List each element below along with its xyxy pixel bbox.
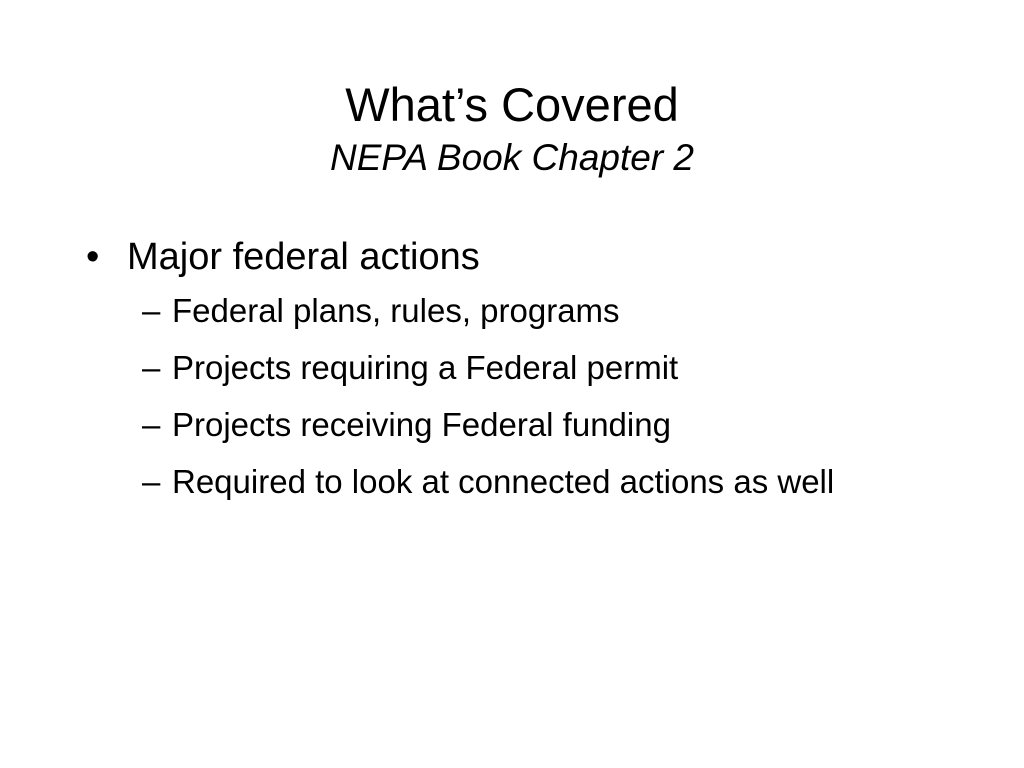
bullet-text: Major federal actions (127, 236, 480, 278)
bullet-item (86, 228, 916, 286)
bullet-marker: • (86, 236, 100, 278)
bullet-list (86, 228, 916, 518)
slide-subtitle: NEPA Book Chapter 2 (329, 137, 695, 178)
sub-bullet-item (142, 347, 916, 389)
sub-bullet-marker: – (142, 349, 161, 386)
sub-bullet-item (142, 290, 916, 332)
sub-bullet-marker: – (142, 292, 161, 329)
sub-bullet-item (142, 461, 916, 503)
slide-title: What’s Covered (345, 78, 679, 131)
sub-bullet-list (142, 290, 916, 503)
sub-bullet-text: Projects requiring a Federal permit (172, 349, 679, 386)
sub-bullet-text: Required to look at connected actions as well (172, 463, 835, 500)
sub-bullet-marker: – (142, 406, 161, 443)
sub-bullet-marker: – (142, 463, 161, 500)
sub-bullet-text: Projects receiving Federal funding (172, 406, 671, 443)
title-block (0, 76, 1024, 182)
sub-bullet-text: Federal plans, rules, programs (172, 292, 620, 329)
sub-bullet-item (142, 404, 916, 446)
